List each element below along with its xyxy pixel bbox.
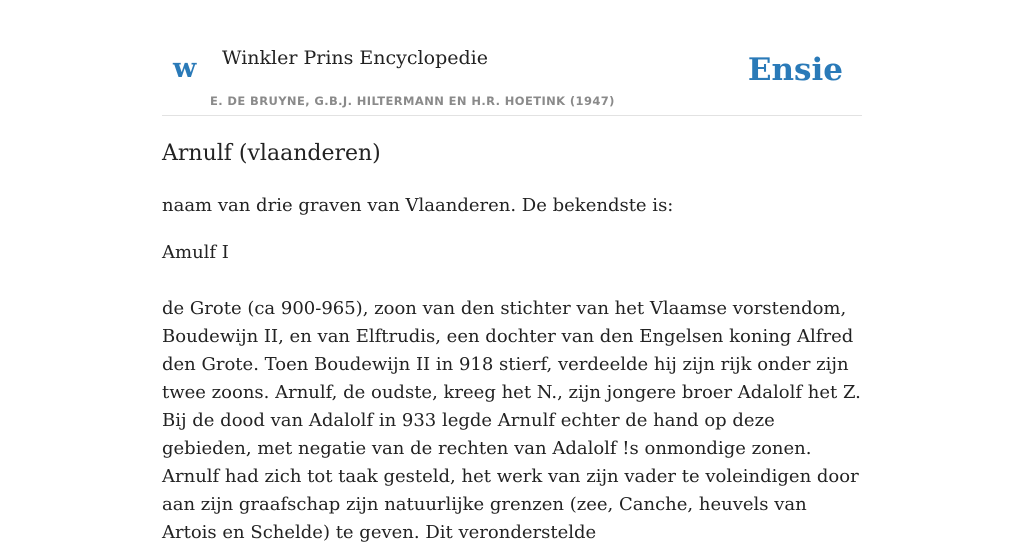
book-title-link[interactable]: Winkler Prins Encyclopedie xyxy=(222,47,488,69)
article-intro: naam van drie graven van Vlaanderen. De bekendste is: xyxy=(162,195,674,216)
article-body: de Grote (ca 900-965), zoon van den stichter van het Vlaamse vorstendom, Boudewijn II, en van Elftrudis, een dochter van den Engelsen koning Alfred den Grote. Toen Boudewijn II in 918 stierf, verdeelde hij zijn rijk onder zijn twee zoons. Arnulf, de oudste, kreeg het N., zijn jongere broer Adalolf het Z. Bij de dood van Adalolf in 933 legde Arnulf echter de hand op deze gebieden, met negatie van de rechten van Adalolf !s onmondige zonen. Arnulf had zich tot taak gesteld, het werk van zijn vader te voleindigen door aan zijn graafschap zijn natuurlijke grenzen (zee, Canche, heuvels van Artois en Schelde) te geven. Dit veronderstelde xyxy=(162,298,861,543)
ensie-logo-link[interactable]: Ensie xyxy=(747,52,843,88)
article-subheading: Amulf I xyxy=(162,242,229,263)
book-logo-icon[interactable]: w xyxy=(173,53,197,84)
book-authors: E. DE BRUYNE, G.B.J. HILTERMANN EN H.R. HOETINK (1947) xyxy=(210,94,615,108)
page xyxy=(162,0,862,543)
article-title: Arnulf (vlaanderen) xyxy=(162,141,381,166)
site-header xyxy=(162,0,862,116)
